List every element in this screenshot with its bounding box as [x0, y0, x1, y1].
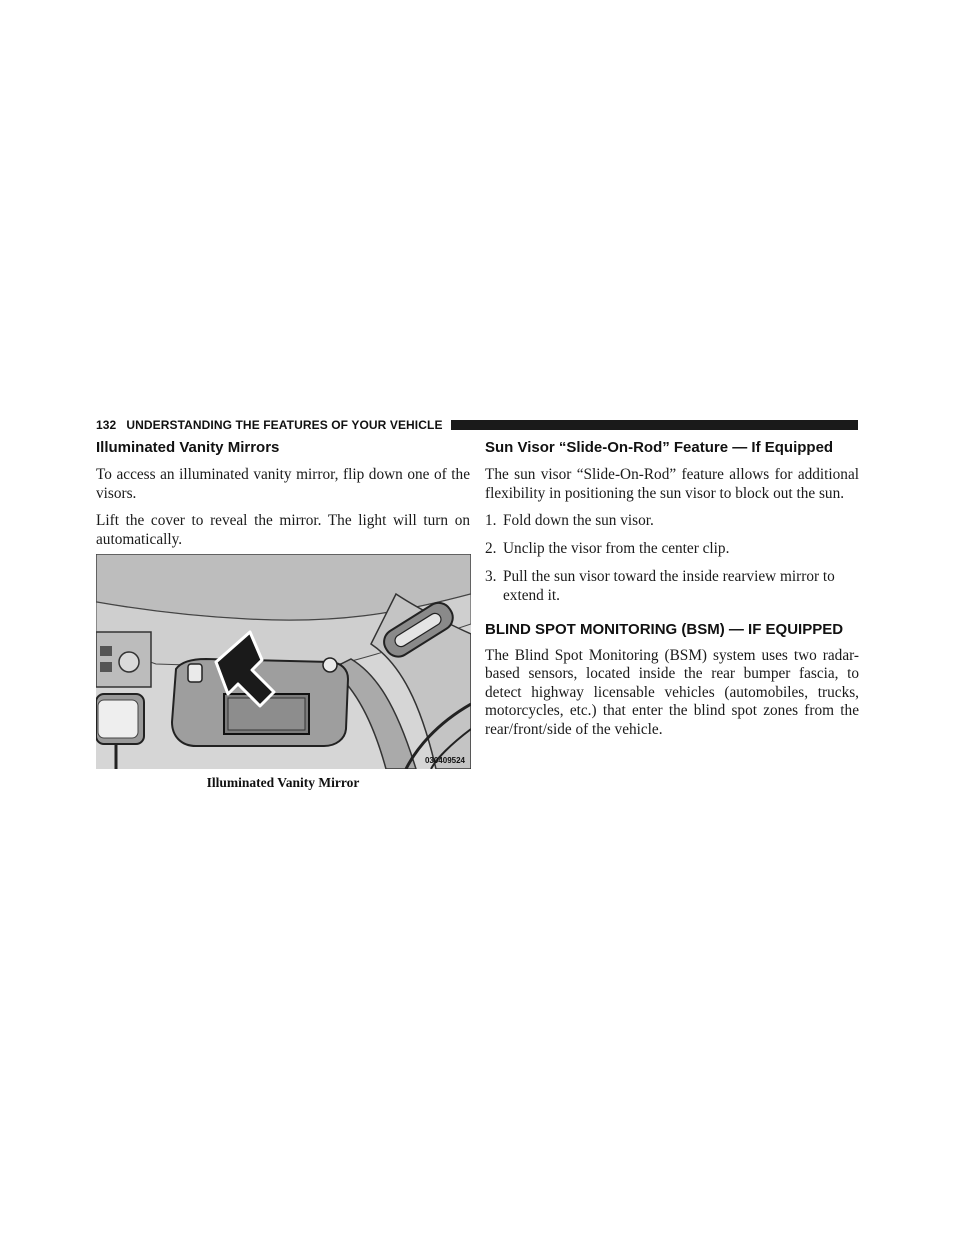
right-column: [485, 438, 859, 739]
step-item: [485, 568, 859, 605]
step-item: [485, 512, 859, 531]
step-number: 1.: [485, 512, 497, 529]
step-text: Fold down the sun visor.: [503, 512, 654, 529]
step-text: Pull the sun visor toward the inside rearview mirror to extend it.: [503, 568, 835, 604]
step-item: [485, 540, 859, 559]
section-title: UNDERSTANDING THE FEATURES OF YOUR VEHICLE: [126, 418, 443, 432]
vanity-mirror-illustration: [96, 554, 471, 769]
header-rule: [451, 420, 858, 430]
step-number: 3.: [485, 568, 497, 585]
page-number: 132: [96, 418, 117, 432]
sun-visor-steps: [485, 512, 859, 605]
step-text: Unclip the visor from the center clip.: [503, 540, 730, 557]
step-number: 2.: [485, 540, 497, 557]
vanity-mirror-drawing: [96, 554, 471, 769]
heading-blind-spot-monitoring: BLIND SPOT MONITORING (BSM) — IF EQUIPPED: [485, 620, 844, 638]
figure-caption: Illuminated Vanity Mirror: [206, 775, 360, 790]
heading-illuminated-vanity-mirrors: Illuminated Vanity Mirrors: [96, 439, 280, 456]
vanity-para-2: Lift the cover to reveal the mirror. The light will turn on automatically.: [96, 512, 470, 548]
heading-sun-visor-slide-on-rod: Sun Visor “Slide-On-Rod” Feature — If Equipped: [485, 439, 834, 456]
page-header: [96, 417, 858, 433]
sun-visor-para: The sun visor “Slide-On-Rod” feature allows for additional flexibility in positioning the sun visor to block out the sun.: [485, 466, 859, 502]
left-column: [96, 438, 470, 791]
figure-code: 030409524: [424, 756, 465, 765]
vanity-para-1: To access an illuminated vanity mirror, flip down one of the visors.: [96, 466, 470, 502]
header-text: [96, 418, 443, 432]
bsm-para: The Blind Spot Monitoring (BSM) system uses two radar-based sensors, located inside the rear bumper fascia, to detect highway licensable vehicles (automobiles, trucks, motorcycles, etc.) that enter the blind spot zones from the rear/front/side of the vehicle.: [485, 646, 859, 738]
